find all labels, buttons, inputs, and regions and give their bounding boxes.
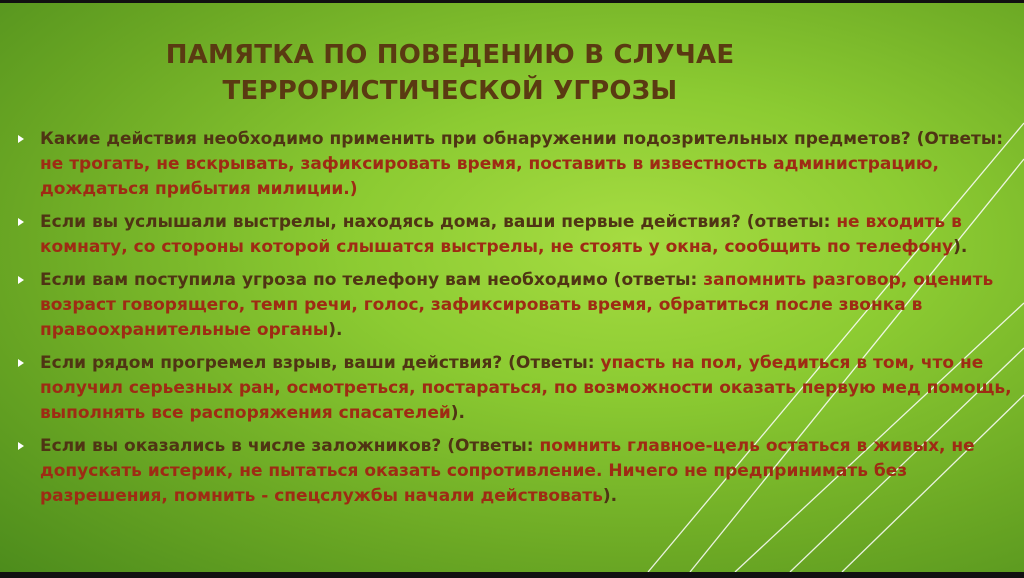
triangle-bullet-icon: [18, 276, 24, 284]
question-text: Какие действия необходимо применить при обнаружении подозрительных предметов? (Ответы:: [40, 129, 1004, 149]
bullet-item-hostage-situation: [14, 434, 1014, 509]
triangle-bullet-icon: [18, 442, 24, 450]
answer-text: не трогать, не вскрывать, зафиксировать время, поставить в известность администрацию, дождаться прибытия милиции.): [40, 154, 939, 199]
bullet-list: [14, 127, 1014, 517]
triangle-bullet-icon: [18, 218, 24, 226]
answer-closing: ).: [450, 403, 465, 423]
answer-text: упасть на пол, убедиться в том, что не получил серьезных ран, осмотреться, постараться, по возможности оказать первую мед помощь, выполнять все распоряжения спасателей: [40, 353, 1012, 423]
answer-text: помнить главное-цель остаться в живых, не допускать истерик, не пытаться оказать сопротивление. Ничего не предпринимать без разрешения, помнить - спецслужбы начали действовать: [40, 436, 975, 506]
question-text: Если рядом прогремел взрыв, ваши действия? (Ответы:: [40, 353, 601, 373]
question-text: Если вам поступила угроза по телефону вам необходимо (ответы:: [40, 270, 704, 290]
answer-text: не входить в комнату, со стороны которой слышатся выстрелы, не стоять у окна, сообщить по телефону: [40, 212, 962, 257]
answer-closing: ).: [602, 486, 618, 506]
triangle-bullet-icon: [18, 359, 24, 367]
triangle-bullet-icon: [18, 135, 24, 143]
bullet-item-explosion-nearby: [14, 351, 1014, 426]
bullet-item-gunshots-at-home: [14, 210, 1014, 260]
answer-text: запомнить разговор, оценить возраст говорящего, темп речи, голос, зафиксировать время, обратиться после звонка в правоохранительные органы: [40, 270, 994, 340]
answer-closing: ).: [328, 320, 343, 340]
question-text: Если вы оказались в числе заложников? (Ответы:: [40, 436, 540, 456]
slide-title: [60, 37, 840, 109]
slide-title-line-1: ПАМЯТКА ПО ПОВЕДЕНИЮ В СЛУЧАЕ: [165, 40, 735, 70]
bullet-item-phone-threat: [14, 268, 1014, 343]
bullet-item-suspicious-objects: [14, 127, 1014, 202]
slide-title-line-2: ТЕРРОРИСТИЧЕСКОЙ УГРОЗЫ: [222, 76, 678, 106]
question-text: Если вы услышали выстрелы, находясь дома, ваши первые действия? (ответы:: [40, 212, 837, 232]
answer-closing: ).: [953, 237, 968, 257]
